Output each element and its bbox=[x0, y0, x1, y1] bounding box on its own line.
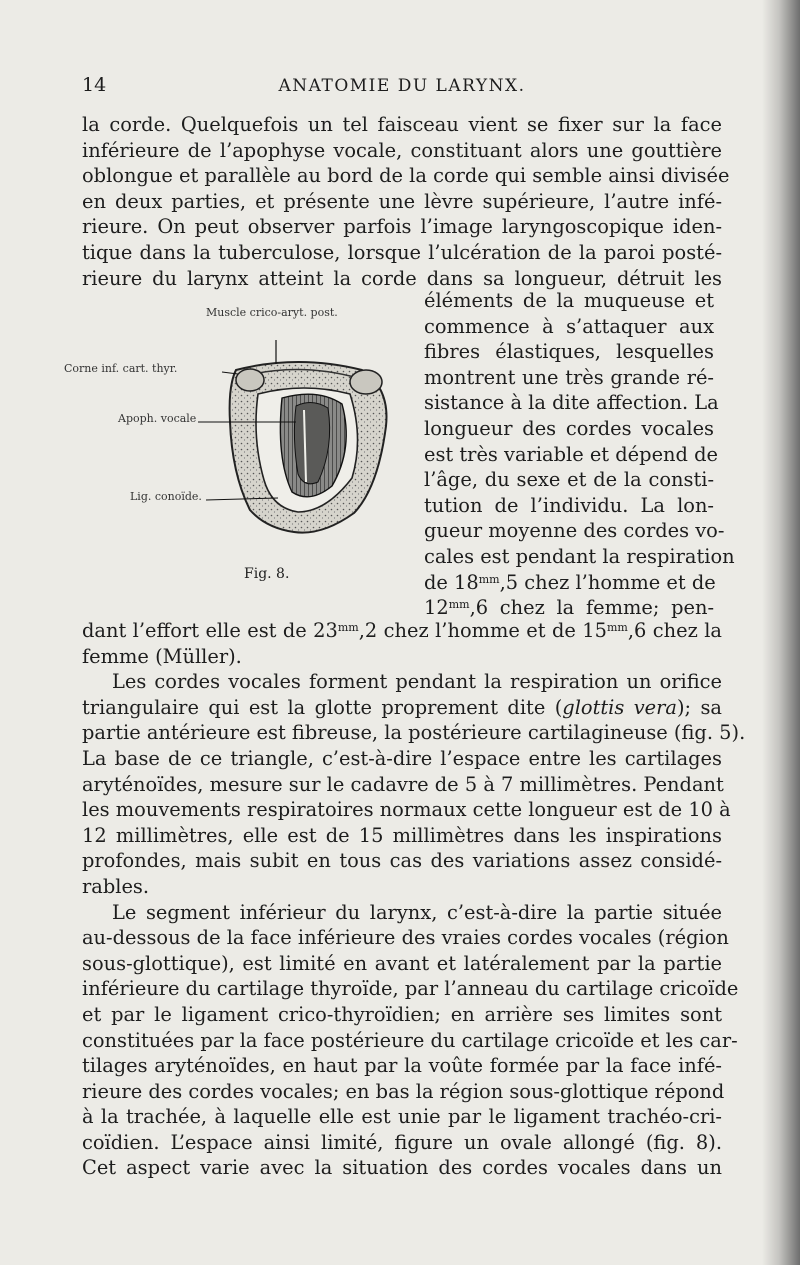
figure-caption: Fig. 8. bbox=[244, 566, 290, 582]
text-line: les mouvements respiratoires normaux cette longueur est de 10 à bbox=[82, 798, 731, 822]
text-line: 12 millimètres, elle est de 15 millimètres dans les inspirations bbox=[82, 823, 722, 847]
text-line: profondes, mais subit en tous cas des variations assez considé- bbox=[82, 849, 722, 873]
paragraph-top bbox=[82, 112, 730, 291]
text-line: la corde. Quelquefois un tel faisceau vient se fixer sur la face bbox=[82, 113, 722, 136]
text-line: Les cordes vocales forment pendant la respiration un orifice bbox=[112, 670, 722, 694]
text-line: tique dans la tuberculose, lorsque l’ulcération de la paroi posté- bbox=[82, 240, 722, 264]
text-line: rables. bbox=[82, 874, 150, 898]
text-line: rieure. On peut observer parfois l’image laryngoscopique iden- bbox=[82, 215, 722, 239]
text-line: et par le ligament crico-thyroïdien; en arrière ses limites sont bbox=[82, 1002, 722, 1026]
text-line: en deux parties, et présente une lèvre supérieure, l’autre infé- bbox=[82, 189, 722, 213]
text-line: sous-glottique), est limité en avant et latéralement par la partie bbox=[82, 951, 722, 975]
page-number: 14 bbox=[82, 74, 107, 96]
text-line: à la trachée, à laquelle elle est unie par le ligament trachéo-cri- bbox=[82, 1105, 722, 1129]
text-line: au-dessous de la face inférieure des vraies cordes vocales (région bbox=[82, 926, 729, 950]
label-apoph-vocale: Apoph. vocale bbox=[118, 412, 197, 425]
text-line: aryténoïdes, mesure sur le cadavre de 5 à 7 millimètres. Pendant bbox=[82, 772, 724, 796]
text-line: sistance à la dite affection. La bbox=[424, 391, 719, 415]
text-line: gueur moyenne des cordes vo- bbox=[424, 519, 725, 543]
text-line: commence à s’attaquer aux bbox=[424, 314, 714, 338]
text-line: La base de ce triangle, c’est-à-dire l’espace entre les cartilages bbox=[82, 746, 722, 770]
text-line: constituées par la face postérieure du cartilage cricoïde et les car- bbox=[82, 1028, 738, 1052]
text-line-measure: $12^{mm},6$ chez la femme; pen- bbox=[424, 596, 714, 620]
paragraph-wrap bbox=[424, 288, 735, 621]
text-line: oblongue et parallèle au bord de la corde qui semble ainsi divisée bbox=[82, 164, 730, 188]
page-edge-shadow bbox=[762, 0, 800, 1265]
text-line: coïdien. L’espace ainsi limité, figure un ovale allongé (fig. 8). bbox=[82, 1130, 722, 1154]
text-line: fibres élastiques, lesquelles bbox=[424, 340, 714, 364]
paragraph-bottom bbox=[82, 618, 746, 1181]
text-line: longueur des cordes vocales bbox=[424, 416, 714, 440]
page-header bbox=[82, 74, 722, 104]
text-line-measure: dant l’effort elle est de $23^{mm},2$ chez l’homme et de $15^{mm},6$ chez la bbox=[82, 619, 722, 642]
text-line: Le segment inférieur du larynx, c’est-à-dire la partie située bbox=[112, 900, 722, 924]
larynx-illustration bbox=[60, 298, 410, 598]
label-lig-conoide: Lig. conoïde. bbox=[130, 490, 202, 503]
figure-8 bbox=[60, 298, 410, 598]
text-line: inférieure du cartilage thyroïde, par l’anneau du cartilage cricoïde bbox=[82, 977, 739, 1001]
text-line: Cet aspect varie avec la situation des cordes vocales dans un bbox=[82, 1156, 722, 1180]
text-line: triangulaire qui est la glotte proprement dite (glottis vera); sa bbox=[82, 695, 722, 719]
text-line-measure: de $18^{mm},5$ chez l’homme et de bbox=[424, 570, 716, 594]
text-line: l’âge, du sexe et de la consti- bbox=[424, 468, 714, 492]
text-line: est très variable et dépend de bbox=[424, 442, 718, 466]
label-corne-inf: Corne inf. cart. thyr. bbox=[64, 362, 178, 375]
text-line: rieure des cordes vocales; en bas la région sous-glottique répond bbox=[82, 1079, 725, 1103]
text-line: montrent une très grande ré- bbox=[424, 365, 714, 389]
text-line: tution de l’individu. La lon- bbox=[424, 493, 714, 517]
text-line: éléments de la muqueuse et bbox=[424, 289, 714, 312]
label-muscle-crico-aryt: Muscle crico-aryt. post. bbox=[206, 306, 338, 319]
text-line: tilages aryténoïdes, en haut par la voûte formée par la face infé- bbox=[82, 1054, 722, 1078]
text-line: cales est pendant la respiration bbox=[424, 544, 735, 568]
text-line: femme (Müller). bbox=[82, 644, 242, 668]
running-title: ANATOMIE DU LARYNX. bbox=[278, 76, 526, 96]
text-line: rieure du larynx atteint la corde dans sa longueur, détruit les bbox=[82, 266, 722, 290]
text-line: partie antérieure est fibreuse, la postérieure cartilagineuse (fig. 5). bbox=[82, 721, 746, 745]
text-line: inférieure de l’apophyse vocale, constituant alors une gouttière bbox=[82, 138, 722, 162]
